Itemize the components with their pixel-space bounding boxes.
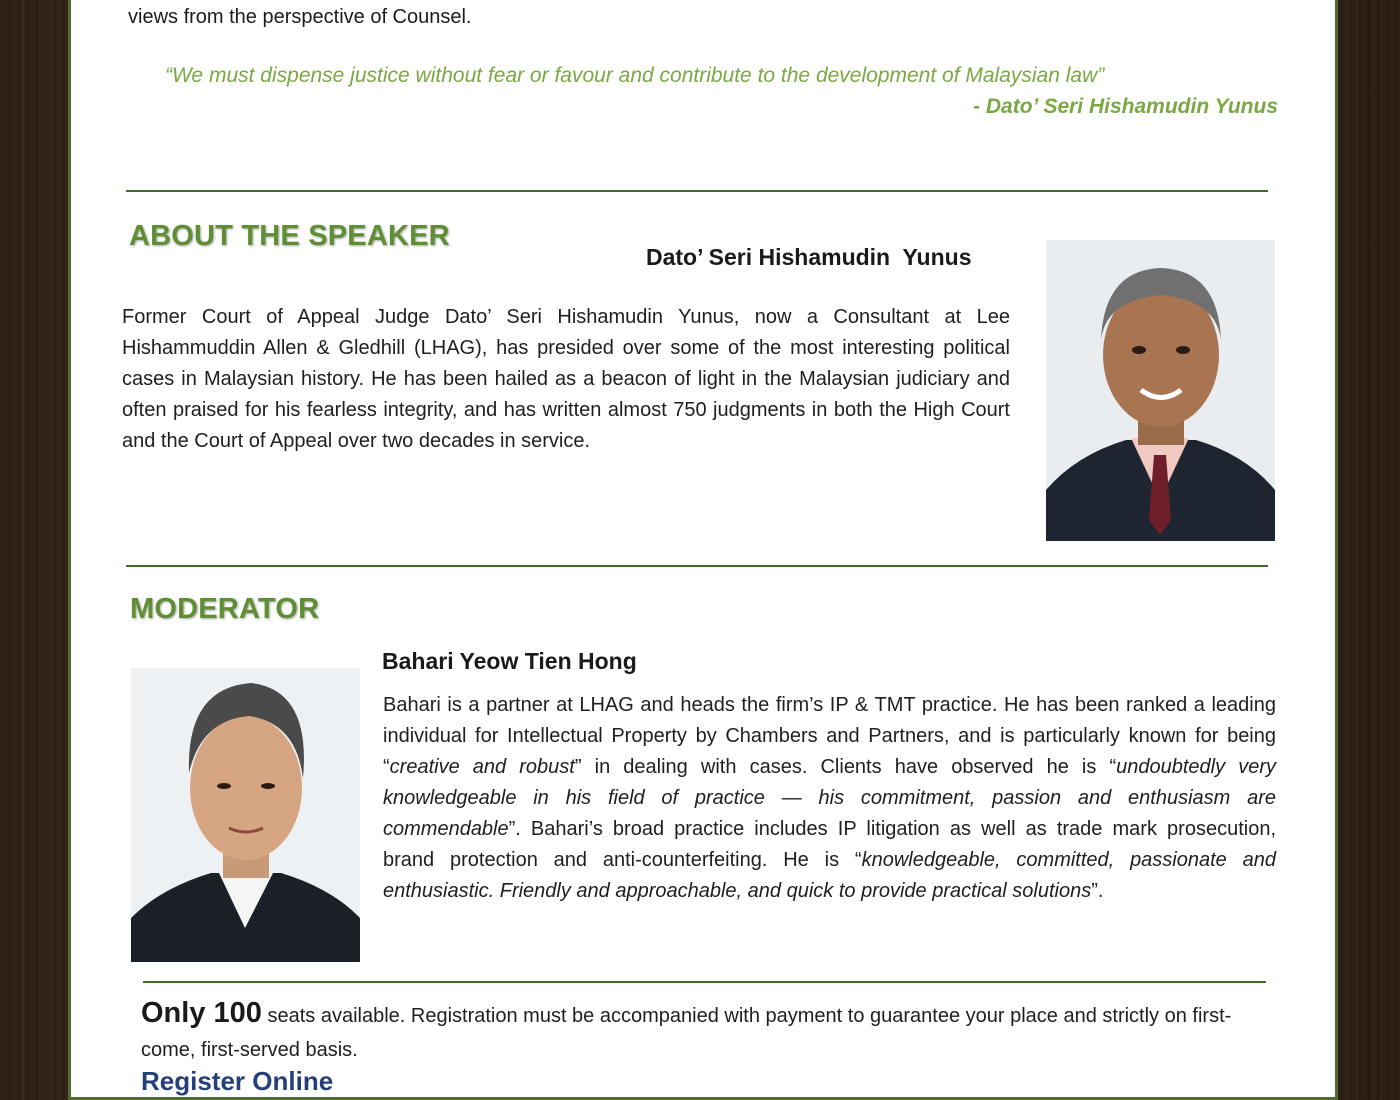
quote-author: - Dato’ Seri Hishamudin Yunus — [973, 95, 1278, 118]
seats-text: seats available. Registration must be accompanied with payment to guarantee your place and strictly on first-come, first-served basis. — [141, 1005, 1232, 1061]
moderator-photo — [131, 668, 360, 962]
intro-tail-text: views from the perspective of Counsel. — [128, 6, 472, 28]
speaker-section-title: ABOUT THE SPEAKER — [129, 220, 450, 252]
moderator-bio-quote-3: knowledgeable, committed, passionate and enthusiastic. Friendly and approachable, and quick to provide practical solutions — [383, 849, 1277, 902]
seats-notice — [141, 996, 1281, 1067]
moderator-section-title: MODERATOR — [130, 593, 320, 625]
moderator-bio-part-3: ”. Bahari’s broad practice includes IP litigation as well as trade mark prosecution, brand protection and anti-counterfeiting. He is “ — [383, 818, 1276, 871]
moderator-bio-quote-2: undoubtedly very knowledgeable in his field of practice — his commitment, passion and enthusiasm are commendable — [383, 756, 1276, 840]
speaker-bio: Former Court of Appeal Judge Dato’ Seri Hishamudin Yunus, now a Consultant at Lee Hishammuddin Allen & Gledhill (LHAG), has presided over some of the most interesting political cases in Malaysian history. He has been hailed as a beacon of light in the Malaysian judiciary and often praised for his fearless integrity, and has written almost 750 judgments in both the High Court and the Court of Appeal over two decades in service. — [122, 306, 1010, 452]
moderator-bio-quote-1: creative and robust — [389, 756, 575, 778]
quote-text: “We must dispense justice without fear or favour and contribute to the development of Malaysian law” — [165, 64, 1105, 87]
seats-count: Only 100 — [141, 997, 262, 1029]
divider-middle — [126, 565, 1268, 567]
speaker-portrait-icon — [1046, 240, 1275, 541]
moderator-bio — [383, 690, 1276, 907]
register-online-link[interactable]: Register Online — [141, 1066, 334, 1096]
moderator-bio-part-4: ”. — [1091, 880, 1104, 902]
moderator-name: Bahari Yeow Tien Hong — [382, 648, 637, 674]
moderator-bio-part-1: Bahari is a partner at LHAG and heads the firm’s IP & TMT practice. He has been ranked a leading individual for Intellectual Property by Chambers and Partners, and is particularly known for being “ — [383, 694, 1276, 778]
divider-top — [126, 190, 1268, 192]
speaker-photo — [1046, 240, 1275, 541]
divider-bottom — [143, 981, 1266, 983]
moderator-portrait-icon — [131, 668, 360, 962]
moderator-bio-part-2: ” in dealing with cases. Clients have observed he is “ — [574, 756, 1117, 778]
speaker-name: Dato’ Seri Hishamudin Yunus — [646, 244, 972, 270]
